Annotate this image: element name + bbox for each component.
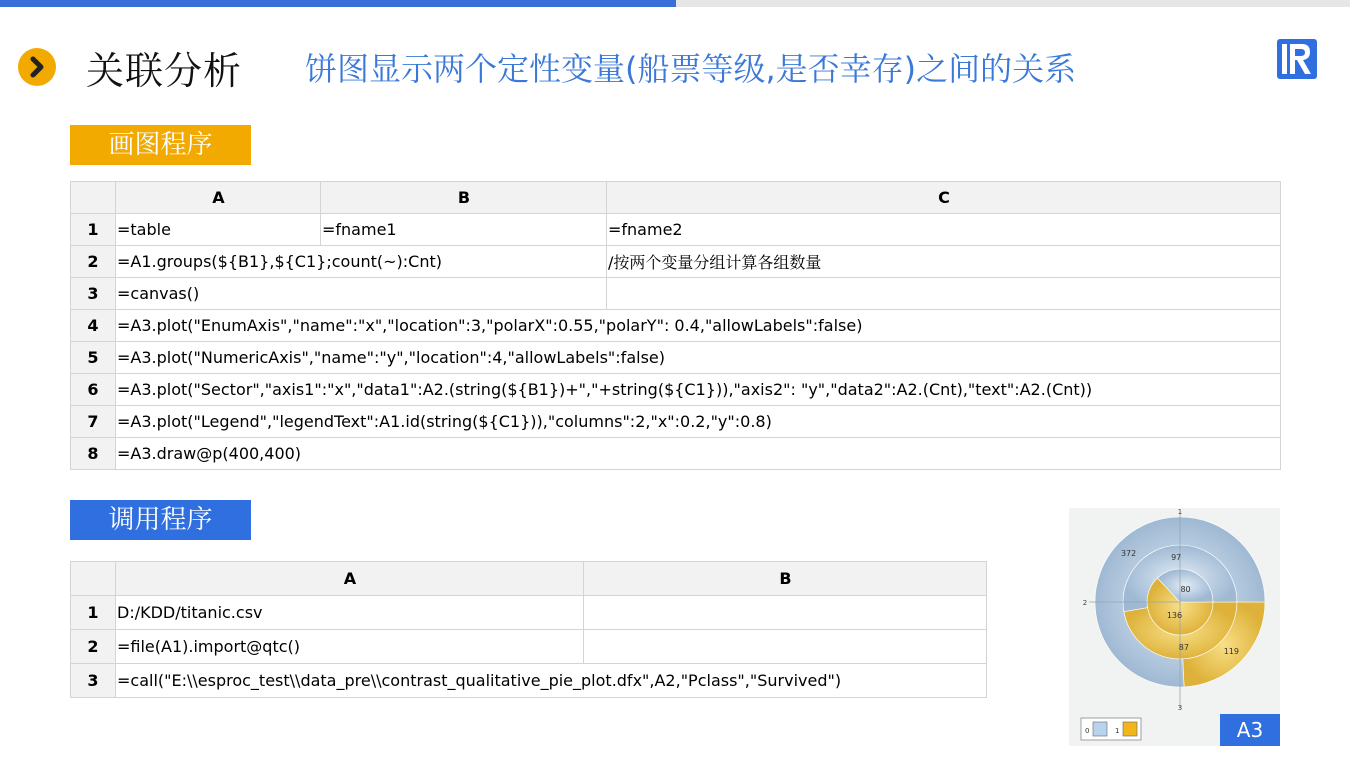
cell-a4[interactable]: =A3.plot("EnumAxis","name":"x","location":3,"polarX":0.55,"polarY": 0.4,"allowLabels":false) xyxy=(116,310,1281,342)
row-header[interactable]: 7 xyxy=(71,406,116,438)
row-header[interactable]: 1 xyxy=(71,596,116,630)
cell-a6[interactable]: =A3.plot("Sector","axis1":"x","data1":A2.(string(${B1})+","+string(${C1})),"axis2": "y","data2":A2.(Cnt),"text":A2.(Cnt)) xyxy=(116,374,1281,406)
chevron-right-icon xyxy=(18,48,56,86)
cell-badge: A3 xyxy=(1220,714,1280,746)
draw-program-label: 画图程序 xyxy=(70,125,251,165)
page-title: 关联分析 xyxy=(86,49,243,93)
cell-a3[interactable]: =canvas() xyxy=(116,278,607,310)
cell-b1[interactable] xyxy=(584,596,987,630)
axis-tick-label: 1 xyxy=(1177,508,1183,516)
cell-a1[interactable]: =table xyxy=(116,214,321,246)
top-progress-track xyxy=(676,0,1350,7)
raqsoft-logo-icon xyxy=(1276,38,1318,80)
cell-c1[interactable]: =fname2 xyxy=(607,214,1281,246)
axis-tick-label: 3 xyxy=(1177,704,1183,712)
page-subtitle: 饼图显示两个定性变量(船票等级,是否幸存)之间的关系 xyxy=(305,50,1077,88)
row-header[interactable]: 4 xyxy=(71,310,116,342)
cell-c3[interactable] xyxy=(607,278,1281,310)
row-header[interactable]: 5 xyxy=(71,342,116,374)
chart-canvas xyxy=(1069,508,1280,746)
legend-swatch xyxy=(1123,722,1137,736)
legend-label: 0 xyxy=(1085,727,1090,735)
top-progress-bar xyxy=(0,0,676,7)
grid-corner xyxy=(71,562,116,596)
call-program-label: 调用程序 xyxy=(70,500,251,540)
column-header-b[interactable]: B xyxy=(584,562,987,596)
draw-program-grid xyxy=(70,181,1281,470)
cell-a5[interactable]: =A3.plot("NumericAxis","name":"y","location":4,"allowLabels":false) xyxy=(116,342,1281,374)
cell-b2[interactable] xyxy=(584,630,987,664)
data-label-pclass2-survived0: 97 xyxy=(1171,553,1182,563)
cell-a8[interactable]: =A3.draw@p(400,400) xyxy=(116,438,1281,470)
cell-a2[interactable]: =file(A1).import@qtc() xyxy=(116,630,584,664)
column-header-a[interactable]: A xyxy=(116,182,321,214)
data-label-pclass1-survived1: 136 xyxy=(1166,610,1183,620)
data-label-pclass1-survived0: 80 xyxy=(1180,585,1191,595)
grid-corner xyxy=(71,182,116,214)
cell-b1[interactable]: =fname1 xyxy=(321,214,607,246)
row-header[interactable]: 3 xyxy=(71,664,116,698)
cell-a7[interactable]: =A3.plot("Legend","legendText":A1.id(string(${C1})),"columns":2,"x":0.2,"y":0.8) xyxy=(116,406,1281,438)
row-header[interactable]: 2 xyxy=(71,246,116,278)
legend-label: 1 xyxy=(1115,727,1120,735)
column-header-c[interactable]: C xyxy=(607,182,1281,214)
data-label-pclass3-survived0: 372 xyxy=(1120,549,1137,559)
row-header[interactable]: 2 xyxy=(71,630,116,664)
cell-c2[interactable]: /按两个变量分组计算各组数量 xyxy=(607,246,1281,278)
call-program-grid xyxy=(70,561,987,698)
nested-pie-chart xyxy=(1069,508,1280,746)
cell-a2[interactable]: =A1.groups(${B1},${C1};count(~):Cnt) xyxy=(116,246,607,278)
row-header[interactable]: 8 xyxy=(71,438,116,470)
row-header[interactable]: 3 xyxy=(71,278,116,310)
data-label-pclass2-survived1: 87 xyxy=(1178,642,1189,652)
column-header-b[interactable]: B xyxy=(321,182,607,214)
cell-a3[interactable]: =call("E:\\esproc_test\\data_pre\\contrast_qualitative_pie_plot.dfx",A2,"Pclass","Survived") xyxy=(116,664,987,698)
axis-tick-label: 2 xyxy=(1082,599,1088,607)
row-header[interactable]: 1 xyxy=(71,214,116,246)
cell-a1[interactable]: D:/KDD/titanic.csv xyxy=(116,596,584,630)
data-label-pclass3-survived1: 119 xyxy=(1223,646,1240,656)
column-header-a[interactable]: A xyxy=(116,562,584,596)
row-header[interactable]: 6 xyxy=(71,374,116,406)
legend-swatch xyxy=(1093,722,1107,736)
